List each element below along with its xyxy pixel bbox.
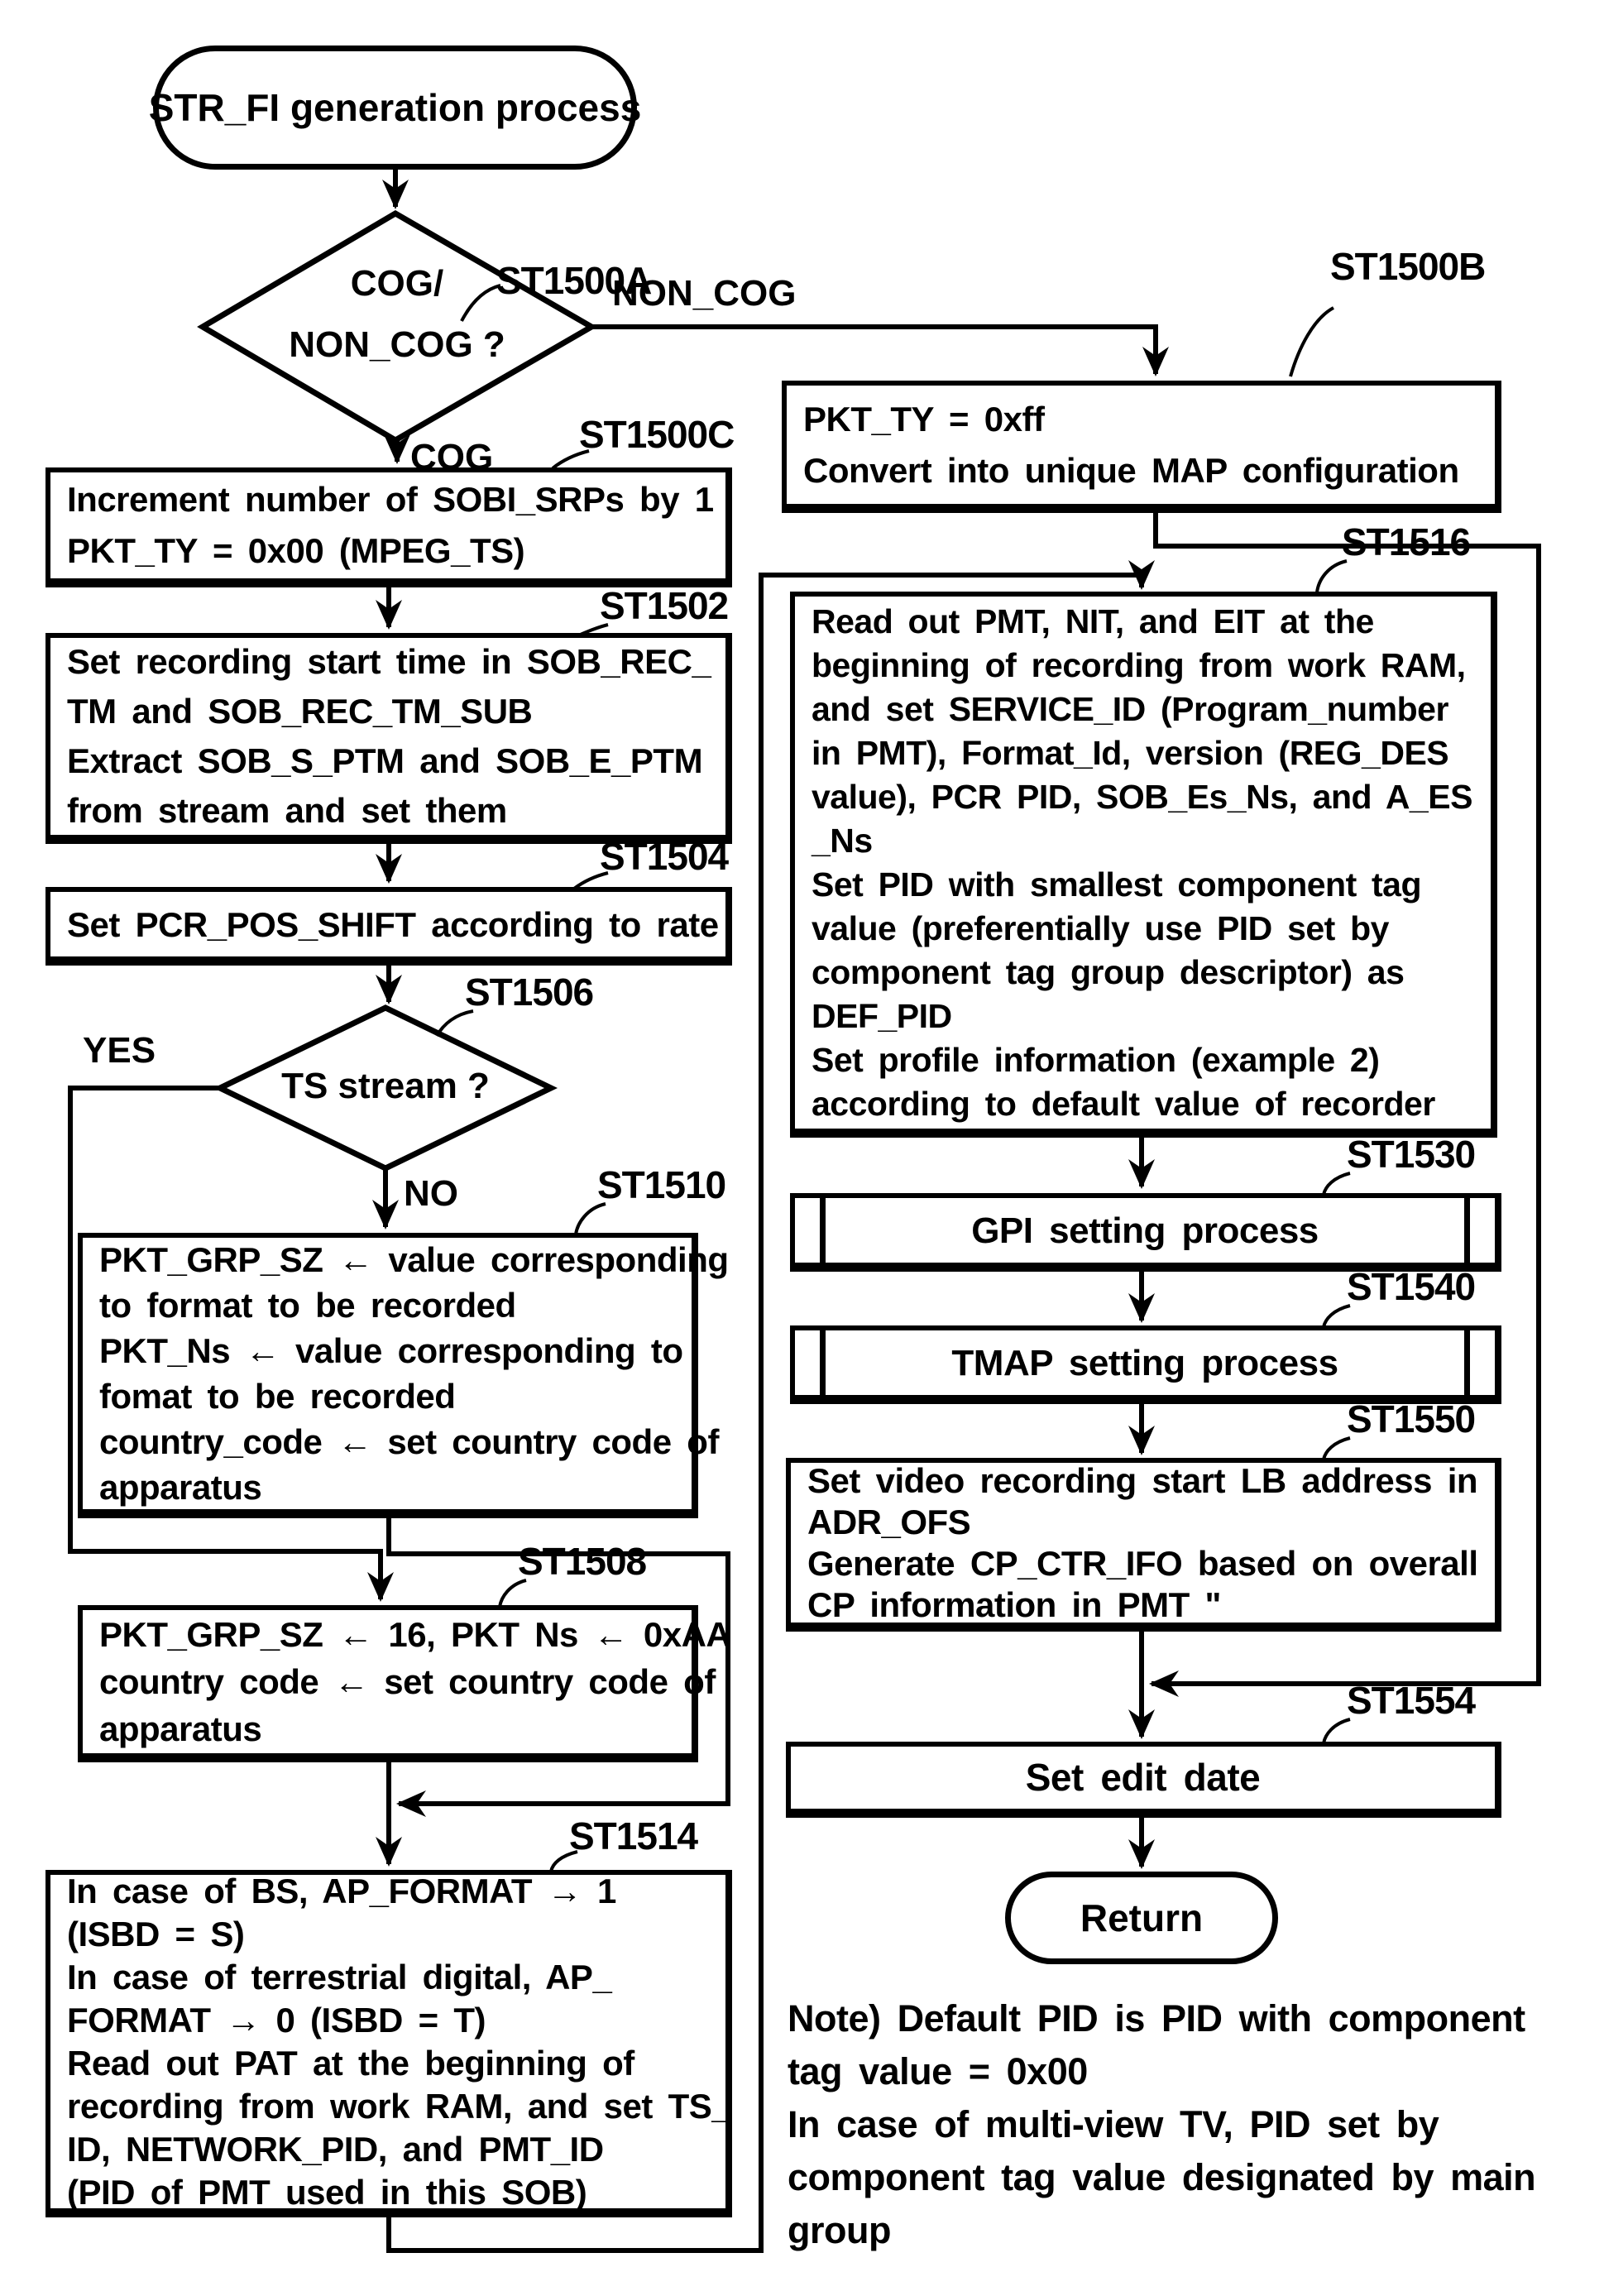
subprocess-st1530: GPI setting process xyxy=(790,1193,1501,1272)
step-label-st1550: ST1550 xyxy=(1347,1397,1476,1440)
return-label: Return xyxy=(1080,1896,1204,1939)
start-terminal xyxy=(148,46,642,170)
decision-ts-stream-text: TS stream ? xyxy=(281,1066,490,1106)
process-st1502: Set recording start time in SOB_REC_ TM and SOB_REC_TM_SUB Extract SOB_S_PTM and SOB_E_PTM from stream and set them xyxy=(45,633,732,844)
step-label-st1500c: ST1500C xyxy=(579,413,735,456)
step-label-st1500a: ST1500A xyxy=(496,259,652,302)
process-st1550: Set video recording start LB address in ADR_OFS Generate CP_CTR_IFO based on overall CP information in PMT " xyxy=(786,1458,1501,1632)
step-label-st1530: ST1530 xyxy=(1347,1133,1476,1176)
edge-noncog-branch xyxy=(591,327,1156,374)
step-label-st1508: ST1508 xyxy=(518,1540,647,1583)
step-label-st1510: ST1510 xyxy=(597,1163,726,1206)
label-leader xyxy=(1317,561,1347,592)
process-st1504: Set PCR_POS_SHIFT according to rate xyxy=(45,887,732,966)
decision-cog-noncog-line1: COG/ xyxy=(350,263,444,304)
process-st1500c: Increment number of SOBI_SRPs by 1 PKT_TY = 0x00 (MPEG_TS) xyxy=(45,467,732,587)
step-label-st1500b: ST1500B xyxy=(1330,245,1486,288)
step-label-st1554: ST1554 xyxy=(1347,1679,1476,1722)
step-label-st1540: ST1540 xyxy=(1347,1265,1476,1308)
step-label-st1506: ST1506 xyxy=(465,971,594,1014)
process-st1514: In case of BS, AP_FORMAT → 1 (ISBD = S) In case of terrestrial digital, AP_ FORMAT → 0 (ISBD = T) Read out PAT at the beginning of recording from work RAM, and set TS_ ID, NETWORK_PID, and PMT_ID (PID of PMT used in this SOB) xyxy=(45,1870,732,2217)
subprocess-st1540: TMAP setting process xyxy=(790,1325,1501,1404)
label-leader xyxy=(1290,308,1333,376)
label-leader xyxy=(576,1204,606,1234)
edge-label-noncog: NON_COG xyxy=(612,273,797,314)
decision-cog-noncog-line2: NON_COG ? xyxy=(289,324,505,365)
step-label-st1504: ST1504 xyxy=(600,835,729,878)
process-st1510: PKT_GRP_SZ ← value corresponding to format to be recorded PKT_Ns ← value corresponding to fomat to be recorded country_code ← set country code of apparatus xyxy=(78,1233,698,1518)
start-label: STR_FI generation process xyxy=(148,86,642,129)
process-st1516: Read out PMT, NIT, and EIT at the beginning of recording from work RAM, and set SERVICE_ID (Program_number in PMT), Format_Id, version (REG_DES value), PCR PID, SOB_Es_Ns, and A_ES _Ns Set PID with smallest component tag value (preferentially use PID set by component tag group descriptor) as DEF_PID Set profile information (example 2) according to default value of recorder xyxy=(790,592,1497,1138)
step-label-st1502: ST1502 xyxy=(600,584,729,627)
edge-label-no: NO xyxy=(404,1173,458,1214)
edge-label-yes: YES xyxy=(83,1030,156,1071)
label-leader xyxy=(1324,1719,1350,1743)
footnote: Note) Default PID is PID with component tag value = 0x00 In case of multi-view TV, PID set by component tag value designated by main group xyxy=(788,1997,1536,2251)
process-st1554: Set edit date xyxy=(786,1742,1501,1818)
process-st1500b: PKT_TY = 0xff Convert into unique MAP configuration xyxy=(782,381,1501,513)
process-st1508: PKT_GRP_SZ ← 16, PKT Ns ← 0xAA country code ← set country code of apparatus xyxy=(78,1605,698,1762)
edge-label-cog: COG xyxy=(410,437,494,477)
step-label-st1514: ST1514 xyxy=(569,1814,698,1857)
label-leader xyxy=(500,1580,526,1607)
return-terminal xyxy=(1005,1872,1278,1964)
step-label-st1516: ST1516 xyxy=(1342,520,1471,563)
